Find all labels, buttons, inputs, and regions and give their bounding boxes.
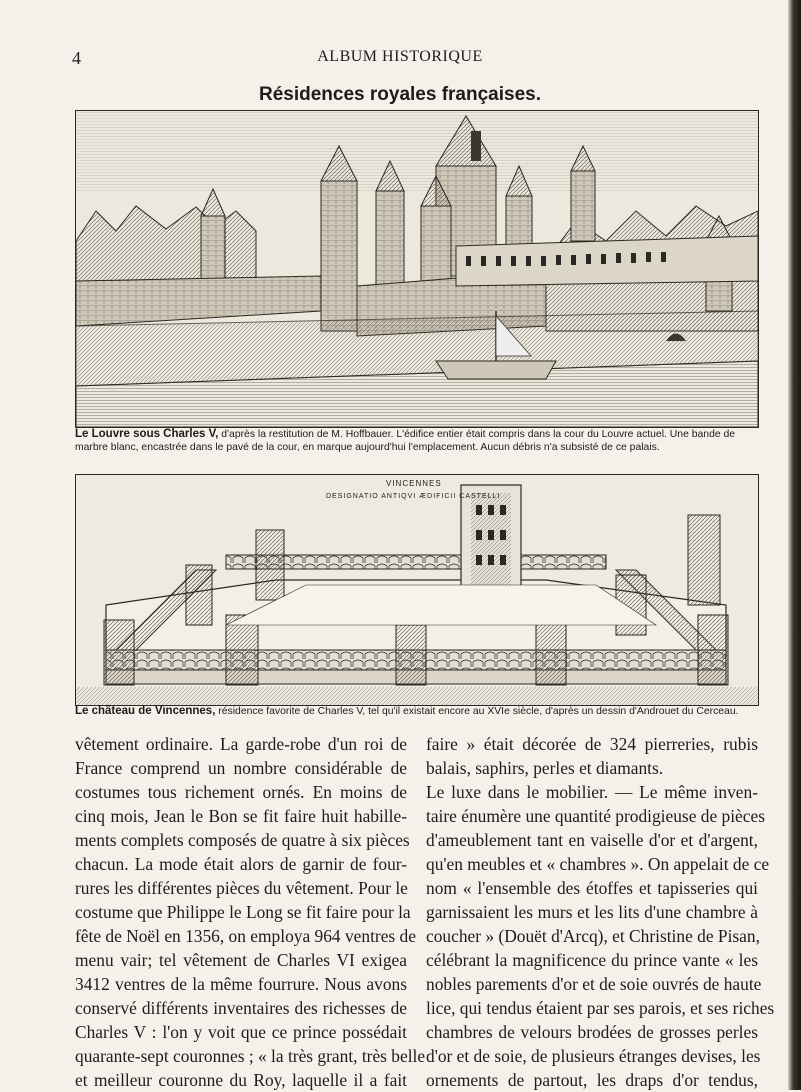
body-line: d'or et de soie, de plusieurs étranges devises, les: [426, 1046, 761, 1066]
body-line: lice, qui tendus étaient par ses parois, et ses riches: [426, 998, 775, 1018]
body-line: conservé différents inventaires des richesses de: [75, 998, 407, 1018]
body-line: balais, saphirs, perles et diamants.: [426, 758, 664, 778]
body-line: menu vair; tel vêtement de Charles VI exigea: [75, 950, 407, 970]
louvre-caption-title: Le Louvre sous Charles V,: [75, 428, 219, 440]
body-line: costume que Philippe le Long se fit faire pour la: [75, 902, 411, 922]
body-line: ments complets composés de quatre à six pièces: [75, 830, 410, 850]
body-line: d'ameublement tant en vaiselle d'or et d'argent,: [426, 830, 758, 850]
body-line: 3412 ventres de la même fourrure. Nous avons: [75, 974, 407, 994]
body-column-left: [75, 732, 426, 1092]
body-line: vêtement ordinaire. La garde-robe d'un roi de: [75, 734, 407, 754]
vincennes-caption: [75, 705, 765, 718]
louvre-caption-text: d'après la restitution de M. Hoffbauer. L'édifice entier était compris dans la cour du Louvre actuel. Une bande de marbre blanc, encastrée dans le pavé de la cour, en marque aujourd'hui l'emplacement. Aucun débris n'a subsisté de ce palais.: [75, 429, 736, 453]
body-line: costumes tous richement ornés. En moins de: [75, 782, 407, 802]
louvre-engraving: [75, 110, 759, 428]
body-line: et meilleur couronne du Roy, laquelle il a fait: [75, 1070, 407, 1090]
body-line: coucher » (Douët d'Arcq), et Christine de Pisan,: [426, 926, 760, 946]
body-line: quarante-sept couronnes ; « la très grant, très belle: [75, 1046, 426, 1066]
body-line: rures les différentes pièces du vêtement. Pour le: [75, 878, 408, 898]
body-line: qu'en meubles et « chambres ». On appelait de ce: [426, 854, 770, 874]
vincennes-engraved-title: VINCENNES: [386, 479, 442, 488]
body-line: taire énumère une quantité prodigieuse de pièces: [426, 806, 765, 826]
vincennes-engraving: [75, 474, 759, 706]
vincennes-illustration: [76, 475, 758, 705]
louvre-illustration: [76, 111, 758, 427]
body-column-right: [426, 732, 775, 1092]
page-number: 4: [72, 48, 81, 68]
section-title: Résidences royales françaises.: [258, 84, 541, 105]
body-line: chacun. La mode était alors de garnir de four-: [75, 854, 407, 874]
body-line: chambres de velours brodées de grosses perles: [426, 1022, 758, 1042]
body-line: nom « l'ensemble des étoffes et tapisseries qui: [426, 878, 758, 898]
vincennes-engraved-subtitle: DESIGNATIO ANTIQVI ÆDIFICII CASTELLI: [326, 493, 501, 500]
body-line: nobles parements d'or et de soie ouvrés de haute: [426, 974, 762, 994]
subsection-line: Le luxe dans le mobilier. — Le même inven-: [426, 782, 758, 802]
page-edge-shadow: [788, 0, 801, 1090]
vincennes-caption-title: Le château de Vincennes,: [75, 705, 216, 717]
running-head: ALBUM HISTORIQUE: [317, 48, 483, 65]
body-line: garnissaient les murs et les lits d'une chambre à: [426, 902, 758, 922]
body-line: faire » était décorée de 324 pierreries, rubis: [426, 734, 758, 754]
body-line: France comprend un nombre considérable de: [75, 758, 407, 778]
body-line: célébrant la magnificence du prince vante « les: [426, 950, 758, 970]
louvre-caption: [75, 428, 765, 454]
body-line: fête de Noël en 1356, on employa 964 ventres de: [75, 926, 416, 946]
body-line: Charles V : l'on y voit que ce prince possédait: [75, 1022, 407, 1042]
body-line: ornements de partout, les draps d'or tendus,: [426, 1070, 758, 1090]
vincennes-caption-text: résidence favorite de Charles V, tel qu'il existait encore au XVIe siècle, d'après un dessin d'Androuet du Cerceau.: [218, 706, 739, 717]
body-line: cinq mois, Jean le Bon se fit faire huit habille-: [75, 806, 407, 826]
